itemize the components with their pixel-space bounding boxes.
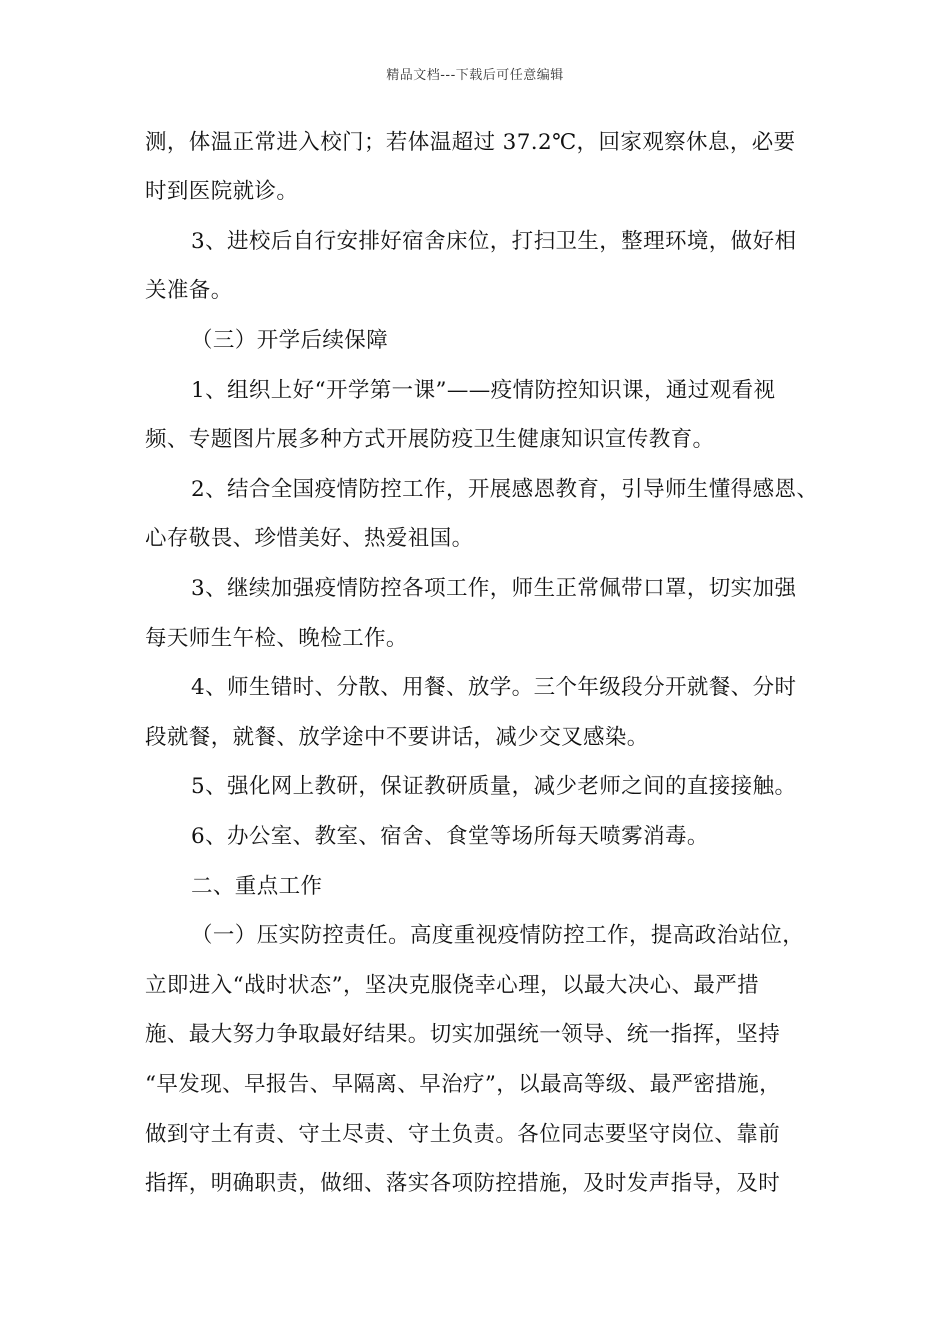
text-line: 测，体温正常进入校门；若体温超过 37.2℃，回家观察休息，必要 — [145, 130, 796, 155]
text-line: 6、办公室、教室、宿舍、食堂等场所每天喷雾消毒。 — [191, 824, 709, 849]
text-line: 立即进入“战时状态”，坚决克服侥幸心理，以最大决心、最严措 — [145, 973, 760, 998]
text-line: 关准备。 — [145, 278, 233, 303]
section-heading: 二、重点工作 — [191, 874, 323, 899]
page-header: 精品文档---下载后可任意编辑 — [386, 68, 564, 83]
text-line: 4、师生错时、分散、用餐、放学。三个年级段分开就餐、分时 — [191, 675, 797, 700]
text-line: （一）压实防控责任。高度重视疫情防控工作，提高政治站位， — [191, 923, 805, 948]
text-line: 5、强化网上教研，保证教研质量，减少老师之间的直接接触。 — [191, 774, 797, 799]
text-line: 频、专题图片展多种方式开展防疫卫生健康知识宣传教育。 — [145, 427, 715, 452]
section-heading: （三）开学后续保障 — [191, 328, 389, 353]
text-line: 施、最大努力争取最好结果。切实加强统一领导、统一指挥，坚持 — [145, 1022, 781, 1047]
text-line: 1、组织上好“开学第一课”——疫情防控知识课，通过观看视 — [191, 378, 776, 403]
text-line: 2、结合全国疫情防控工作，开展感恩教育，引导师生懂得感恩、 — [191, 477, 819, 502]
text-line: 3、继续加强疫情防控各项工作，师生正常佩带口罩，切实加强 — [191, 576, 797, 601]
text-line: 时到医院就诊。 — [145, 179, 299, 204]
text-line: 做到守土有责、守土尽责、守土负责。各位同志要坚守岗位、靠前 — [145, 1122, 781, 1147]
text-line: 心存敬畏、珍惜美好、热爱祖国。 — [145, 526, 474, 551]
text-line: 段就餐，就餐、放学途中不要讲话，减少交叉感染。 — [145, 725, 649, 750]
text-line: “早发现、早报告、早隔离、早治疗”，以最高等级、最严密措施， — [145, 1072, 781, 1097]
text-line: 指挥，明确职责，做细、落实各项防控措施，及时发声指导，及时 — [145, 1171, 781, 1196]
text-line: 每天师生午检、晚检工作。 — [145, 626, 408, 651]
text-line: 3、进校后自行安排好宿舍床位，打扫卫生，整理环境，做好相 — [191, 229, 797, 254]
